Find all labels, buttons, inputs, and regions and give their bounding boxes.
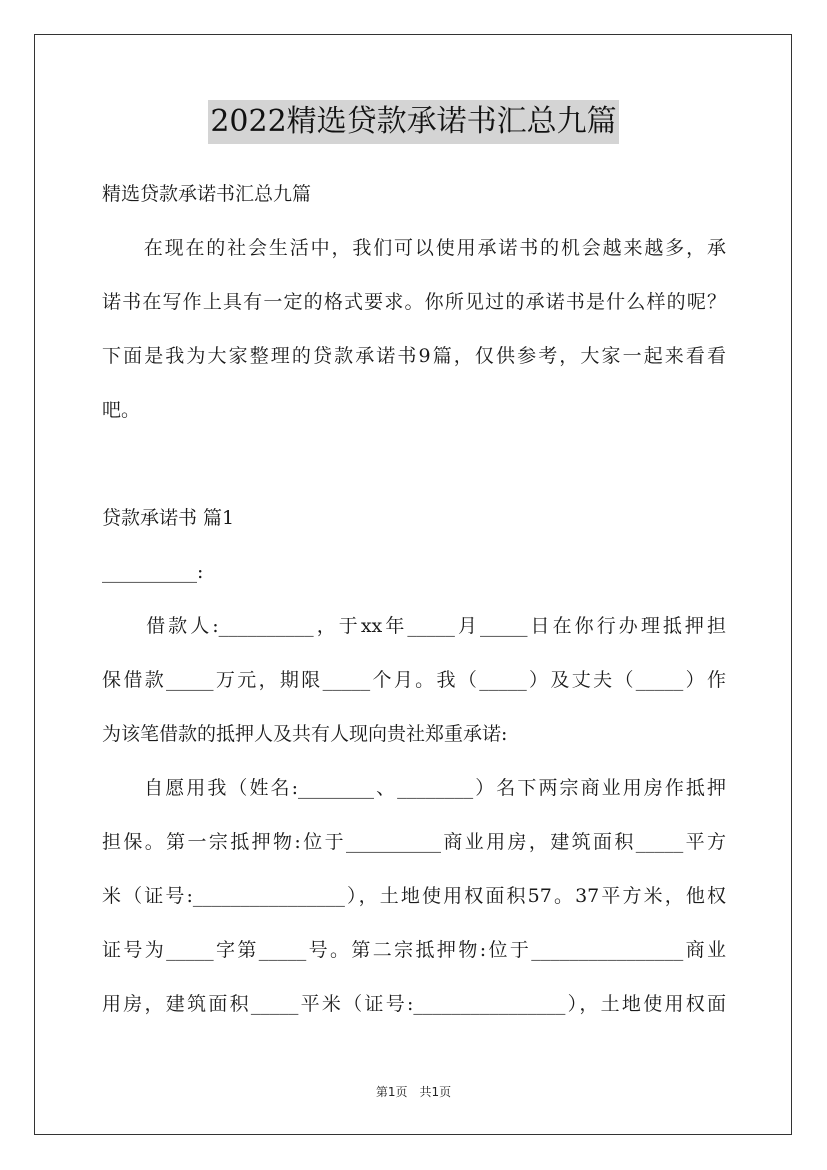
- intro-line: 下面是我为大家整理的贷款承诺书9篇，仅供参考，大家一起来看看: [102, 345, 726, 367]
- title-container: [0, 100, 827, 144]
- body-line: 为该笔借款的抵押人及共有人现向贵社郑重承诺:: [102, 723, 508, 745]
- body-line: 用房，建筑面积_____平米（证号:________________），土地使用权面: [102, 993, 726, 1015]
- intro-line: 诺书在写作上具有一定的格式要求。你所见过的承诺书是什么样的呢？: [102, 291, 726, 313]
- body-line: 米（证号:________________），土地使用权面积57。37平方米，他权: [102, 885, 726, 907]
- body-line: 借款人:__________，于xx年_____月_____日在你行办理抵押担: [102, 615, 726, 637]
- intro-line: 吧。: [102, 399, 141, 421]
- intro-line: 在现在的社会生活中，我们可以使用承诺书的机会越来越多，承: [102, 237, 726, 259]
- document-subtitle: 精选贷款承诺书汇总九篇: [102, 183, 312, 205]
- body-line: 证号为_____字第_____号。第二宗抵押物:位于________________商业: [102, 939, 726, 961]
- body-line: 保借款_____万元，期限_____个月。我（_____）及丈夫（_____）作: [102, 669, 726, 691]
- body-line: 自愿用我（姓名:________、________）名下两宗商业用房作抵押: [102, 777, 726, 799]
- addressee-line: __________:: [102, 561, 204, 583]
- document-title: 2022精选贷款承诺书汇总九篇: [208, 100, 618, 144]
- body-line: 担保。第一宗抵押物:位于__________商业用房，建筑面积_____平方: [102, 831, 726, 853]
- page-footer: 第1页 共1页: [375, 1085, 452, 1099]
- section-heading: 贷款承诺书 篇1: [102, 507, 235, 529]
